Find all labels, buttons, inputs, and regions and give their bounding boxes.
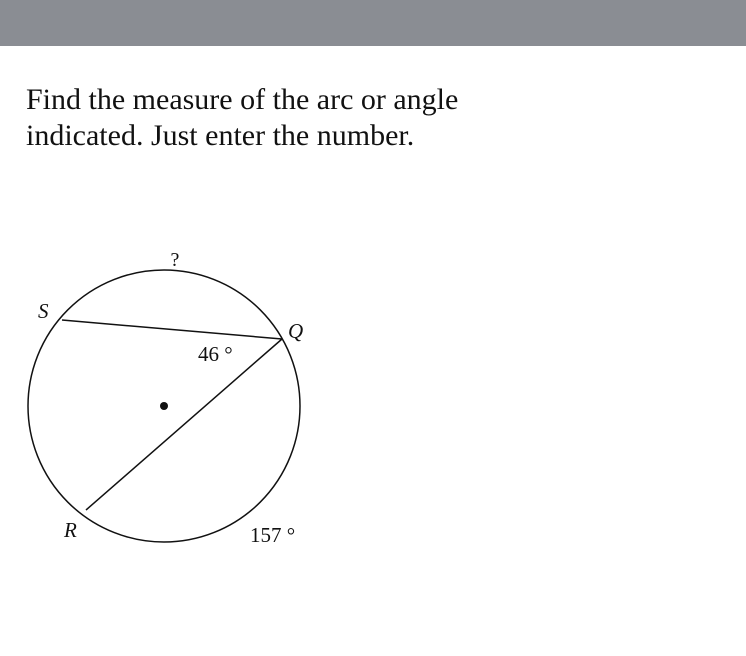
point-s-label: S — [38, 299, 49, 323]
question-line-2: indicated. Just enter the number. — [26, 119, 415, 152]
point-q-label: Q — [288, 319, 304, 343]
unknown-arc-label: ? — [170, 249, 180, 271]
chord-qr — [86, 339, 282, 510]
angle-label: 46 ° — [198, 342, 233, 366]
point-r-label: R — [64, 518, 77, 542]
circle-center — [160, 402, 168, 410]
arc-label: 157 ° — [250, 523, 296, 547]
chord-sq — [62, 320, 282, 339]
question-line-1: Find the measure of the arc or angle — [26, 83, 459, 116]
